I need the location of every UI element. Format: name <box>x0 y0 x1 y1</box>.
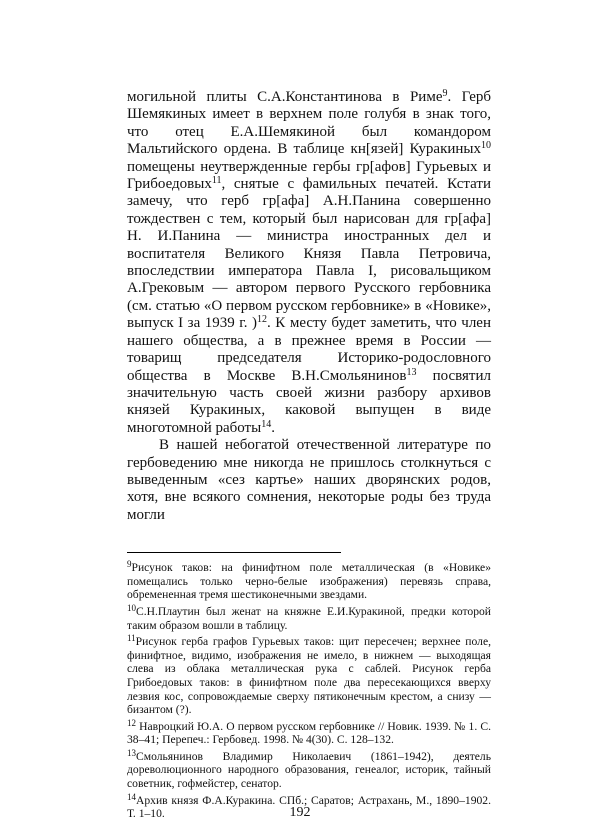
text-run: . Герб Шемякиных имеет в верхнем поле голубя в знак того, что отец Е.А.Шемякиной был командором Мальтийского ордена. В таблице кн[язей] Куракиных <box>127 89 492 158</box>
text-run: , снятые с фамильных печатей. Кстати замечу, что герб гр[афа] А.Н.Панина совершенно тождествен с тем, который был нарисован для гр[афа] Н. И.Панина — министра иностранных дел и воспитателя Великого Князя Павла Петровича, впоследствии императора Павла I, рисовальщиком А.Грековым — автором первого Русского гербовника (см. статью «О первом русском гербовнике» в «Новике», выпуск I за 1939 г. ) <box>127 176 491 332</box>
footnote-text: Смольянинов Владимир Николаевич (1861–1942), деятель дореволюционного народного образования, генеалог, историк, тайный советник, гофмейстер, сенатор. <box>127 749 491 791</box>
footnote <box>127 561 491 602</box>
footnote-number: 9 <box>127 559 132 570</box>
footnote-marker: 11 <box>211 175 222 187</box>
main-text <box>127 89 491 524</box>
footnote-number: 14 <box>127 791 136 802</box>
footnote-text: Архив князя Ф.А.Куракина. СПб.; Саратов; Астрахань, М., 1890–1902. Т. 1–10. <box>127 793 491 821</box>
footnote-text: Навроцкий Ю.А. О первом русском гербовнике // Новик. 1939. № 1. С. 38–41; Перепеч.: Гербовед. 1998. № 4(30). С. 128–132. <box>127 719 491 747</box>
footnote <box>127 717 491 747</box>
footnote-marker: 10 <box>481 140 491 152</box>
footnote-separator <box>127 552 341 553</box>
paragraph-1 <box>127 89 491 437</box>
footnotes <box>127 561 491 821</box>
text-run: помещены неутвержденные гербы гр[афов] Гурьевых и Грибоедовых <box>127 158 491 193</box>
footnote <box>127 747 491 791</box>
footnote <box>127 635 491 717</box>
page-number: 192 <box>289 805 311 820</box>
footnote <box>127 602 491 632</box>
paragraph-2: В нашей небогатой отечественной литературе по гербоведению мне никогда не пришлось столкнуться с выведенным «сез картье» наших дворянских родов, хотя, вне всякого сомнения, некоторые роды без труда могли <box>127 437 491 523</box>
footnote-number: 13 <box>127 747 136 758</box>
text-run: могильной плиты С.А.Константинова в Риме <box>127 89 443 105</box>
text-run: . К месту будет заметить, что член нашего общества, а в прежнее время в России — товарищ председателя Историко-родословного общества в Москве В.Н.Смольянинов <box>127 315 491 384</box>
footnote-text: С.Н.Плаутин был женат на княжне Е.И.Куракиной, предки которой таким образом вошли в таблицу. <box>127 604 491 632</box>
text-run: . <box>271 419 275 436</box>
footnote-marker: 13 <box>406 366 417 378</box>
page-content <box>127 89 491 824</box>
footnote-marker: 12 <box>257 314 268 326</box>
footnote-marker: 14 <box>261 418 272 430</box>
footnote-text: Рисунок таков: на финифтном поле металлическая (в «Новике» помещались только черно-белые изображения) перевязь справа, обремененная тремя шестиконечными звездами. <box>127 561 491 602</box>
footnote-marker: 9 <box>442 88 448 99</box>
footnote-text: Рисунок герба графов Гурьевых таков: щит пересечен; верхнее поле, финифтное, видимо, изображения не имело, в нижнем — выходящая слева из облака металлическая рука с саблей. Рисунок герба Грибоедовых таков: в финифтном поле два пересекающихся вверху лезвия кос, сопровождаемые сверху пятиконечным крестом, а снизу — бизантом (?). <box>127 635 491 717</box>
footnote-number: 12 <box>127 717 136 728</box>
footnote-number: 11 <box>127 633 136 644</box>
footnote-number: 10 <box>127 602 136 613</box>
text-run: посвятил значительную часть своей жизни разбору архивов князей Куракиных, каковой выпущен в виде многотомной работы <box>127 367 491 436</box>
